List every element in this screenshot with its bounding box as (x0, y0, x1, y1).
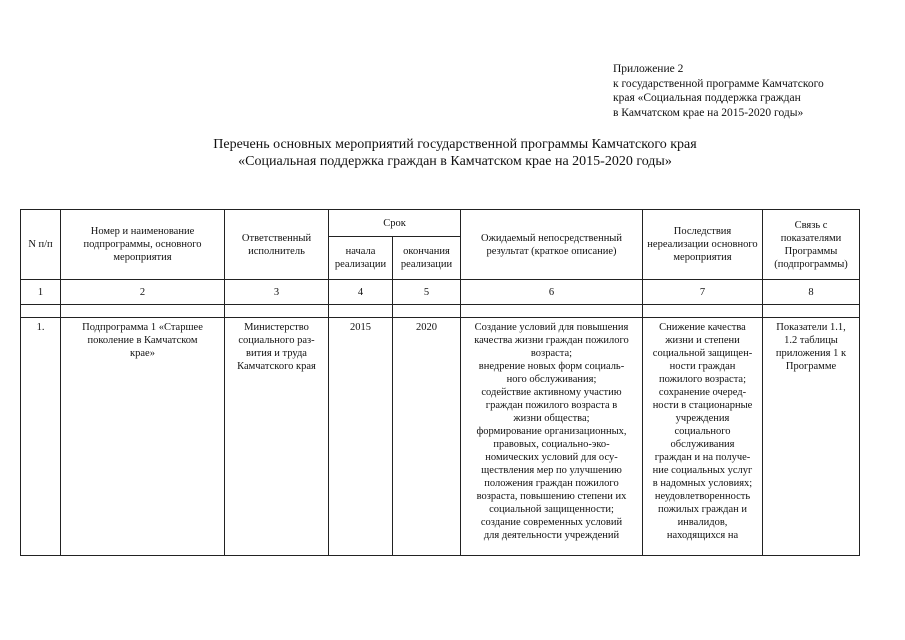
appendix-line: к государственной программе Камчатского (613, 77, 824, 90)
text-line: номических условий для осу- (485, 452, 618, 463)
header-num: N п/п (21, 210, 61, 280)
header-term: Срок (329, 210, 461, 237)
title-line-2: «Социальная поддержка граждан в Камчатском крае на 2015-2020 годы» (238, 154, 672, 169)
column-number: 4 (329, 280, 393, 305)
text-line: Показатели 1.1, (776, 322, 846, 333)
text-line: граждан и на получе- (654, 452, 751, 463)
column-number: 3 (225, 280, 329, 305)
appendix-line: в Камчатском крае на 2015-2020 годы» (613, 106, 804, 119)
text-line: пожилого возраста; (658, 374, 747, 385)
header-result: Ожидаемый непосредственный результат (краткое описание) (461, 210, 643, 280)
row-start: 2015 (329, 318, 393, 556)
text-line: возраста, повышению степени их (476, 491, 627, 502)
row-result (461, 318, 643, 556)
header-link: Связь с показателями Программы (подпрограммы) (763, 210, 860, 280)
header-consequences: Последствия нереализации основного мероприятия (643, 210, 763, 280)
text-line: социального (674, 426, 731, 437)
column-number: 5 (393, 280, 461, 305)
column-number: 7 (643, 280, 763, 305)
appendix-line: Приложение 2 (613, 63, 684, 75)
column-number: 2 (61, 280, 225, 305)
text-line: обслуживания (670, 439, 735, 450)
text-line: Создание условий для повышения (474, 322, 629, 333)
text-line: жизни общества; (513, 413, 590, 424)
text-line: социальной защищен- (652, 348, 753, 359)
header-name: Номер и наименование подпрограммы, основного мероприятия (61, 210, 225, 280)
measures-table (20, 209, 860, 556)
text-line: 1.2 таблицы (784, 335, 838, 346)
header-start: начала реализации (329, 237, 393, 280)
text-line: ности граждан (669, 361, 736, 372)
text-line: формирование организационных, (476, 426, 627, 437)
row-name (61, 318, 225, 556)
text-line: приложения 1 к (775, 348, 847, 359)
text-line: правовых, социально-эко- (493, 439, 610, 450)
text-line: Камчатского края (237, 361, 316, 372)
row-end: 2020 (393, 318, 461, 556)
text-line: социального раз- (238, 335, 315, 346)
text-line: ние социальных услуг (652, 465, 753, 476)
row-link (763, 318, 860, 556)
text-line: создание современных условий (480, 517, 623, 528)
text-line: инвалидов, (677, 517, 728, 528)
text-line: пожилых граждан и (658, 504, 747, 515)
table-row (21, 318, 860, 556)
text-line: возраста; (530, 348, 573, 359)
text-line: неудовлетворенность (654, 491, 751, 502)
text-line: вития и труда (246, 348, 307, 359)
text-line: внедрение новых форм социаль- (478, 361, 625, 372)
text-line: социальной защищенности; (489, 504, 614, 515)
text-line: ного обслуживания; (506, 374, 597, 385)
text-line: содействие активному участию (481, 387, 622, 398)
appendix-header (613, 62, 893, 120)
row-executor (225, 318, 329, 556)
column-number: 8 (763, 280, 860, 305)
text-line: качества жизни граждан пожилого (474, 335, 629, 346)
text-line: учреждения (675, 413, 730, 424)
header-end: окончания реализации (393, 237, 461, 280)
text-line: граждан пожилого возраста в (485, 400, 618, 411)
text-line: положения граждан пожилого (484, 478, 619, 489)
title-line-1: Перечень основных мероприятий государственной программы Камчатского края (213, 137, 697, 152)
text-line: Подпрограмма 1 «Старшее (82, 322, 203, 333)
text-line: ности в стационарные (652, 400, 753, 411)
text-line: крае» (130, 348, 155, 359)
row-num: 1. (21, 318, 61, 556)
text-line: сохранение очеред- (658, 387, 747, 398)
text-line: ществления мер по улучшению (481, 465, 622, 476)
text-line: поколение в Камчатском (87, 335, 198, 346)
text-line: в надомных условиях; (652, 478, 753, 489)
text-line: Снижение качества (659, 322, 746, 333)
document-title (60, 136, 850, 170)
text-line: Программе (785, 361, 837, 372)
text-line: находящихся на (666, 530, 739, 541)
text-line: Министерство (244, 322, 309, 333)
header-executor: Ответственный исполнитель (225, 210, 329, 280)
column-number: 6 (461, 280, 643, 305)
appendix-line: края «Социальная поддержка граждан (613, 92, 801, 104)
text-line: для деятельности учреждений (483, 530, 620, 541)
column-number: 1 (21, 280, 61, 305)
row-consequences (643, 318, 763, 556)
text-line: жизни и степени (665, 335, 740, 346)
